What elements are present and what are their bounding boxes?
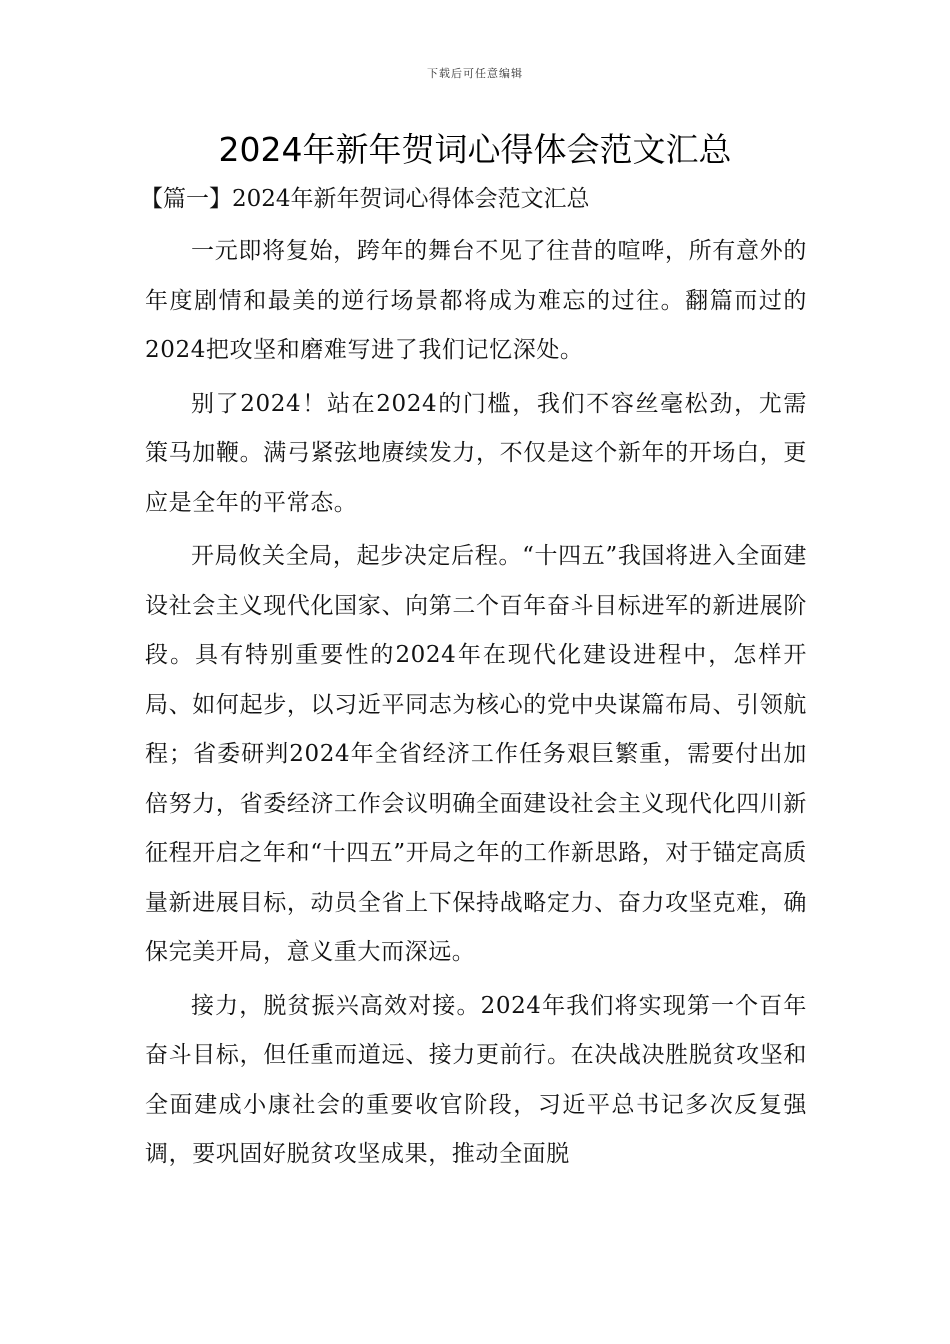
paragraph: 接力，脱贫振兴高效对接。2024年我们将实现第一个百年奋斗目标，但任重而道远、接力更前行。在决战决胜脱贫攻坚和全面建成小康社会的重要收官阶段，习近平总书记多次反复强调，要巩固好脱贫攻坚成果，推动全面脱 bbox=[145, 992, 807, 1167]
document-title: 2024年新年贺词心得体会范文汇总 bbox=[218, 130, 732, 169]
paragraph: 别了2024！站在2024的门槛，我们不容丝毫松劲，尤需策马加鞭。满弓紧弦地赓续发力，不仅是这个新年的开场白，更应是全年的平常态。 bbox=[145, 390, 807, 516]
paragraph: 开局攸关全局，起步决定后程。“十四五”我国将进入全面建设社会主义现代化国家、向第二个百年奋斗目标进军的新进展阶段。具有特别重要性的2024年在现代化建设进程中，怎样开局、如何起步，以习近平同志为核心的党中央谋篇布局、引领航程；省委研判2024年全省经济工作任务艰巨繁重，需要付出加倍努力，省委经济工作会议明确全面建设社会主义现代化四川新征程开启之年和“十四五”开局之年的工作新思路，对于锚定高质量新进展目标，动员全省上下保持战略定力、奋力攻坚克难，确保完美开局，意义重大而深远。 bbox=[145, 543, 807, 965]
header-note: 下载后可任意编辑 bbox=[427, 67, 523, 80]
document-body bbox=[145, 227, 807, 1184]
paragraph: 一元即将复始，跨年的舞台不见了往昔的喧哗，所有意外的年度剧情和最美的逆行场景都将成为难忘的过往。翻篇而过的2024把攻坚和磨难写进了我们记忆深处。 bbox=[145, 238, 807, 363]
section-heading: 【篇一】2024年新年贺词心得体会范文汇总 bbox=[140, 186, 590, 212]
